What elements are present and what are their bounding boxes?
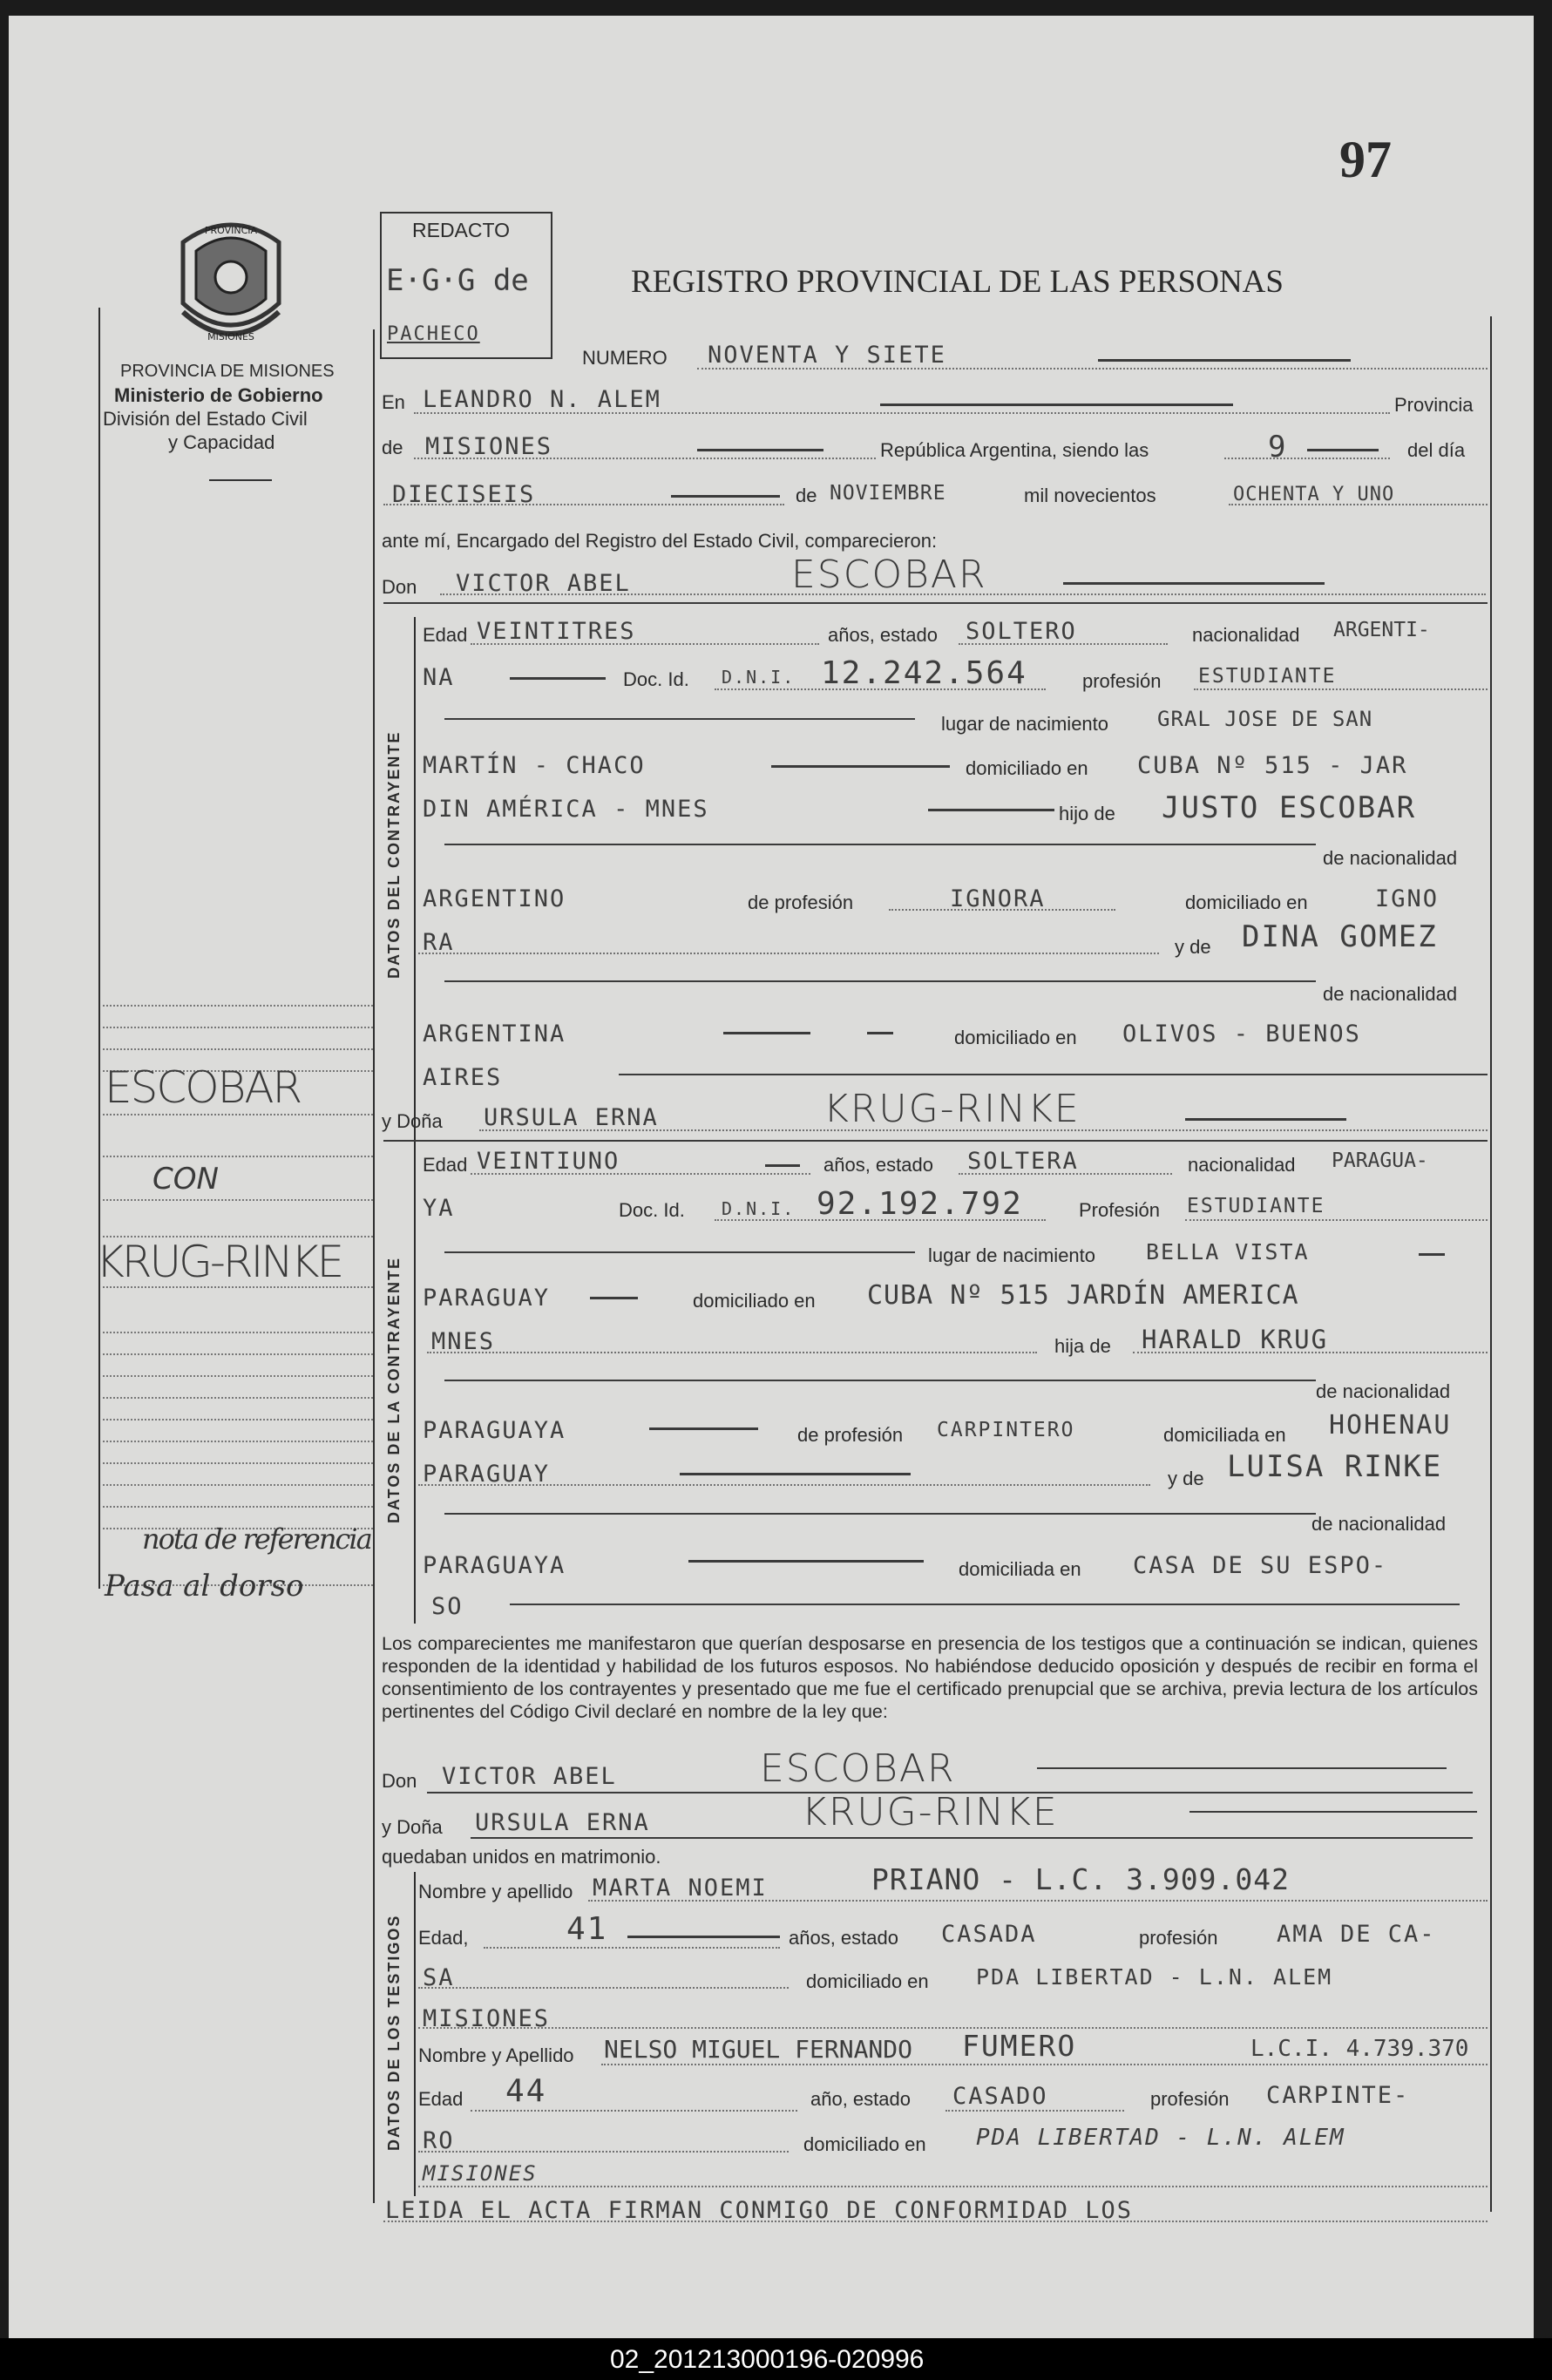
bride-mother-nationality: PARAGUAYA bbox=[423, 1552, 566, 1579]
bride-age: VEINTIUNO bbox=[477, 1148, 620, 1175]
right-margin-line bbox=[1490, 316, 1492, 2212]
month-value: NOVIEMBRE bbox=[830, 482, 946, 505]
bride-birthplace-2: PARAGUAY bbox=[423, 1285, 551, 1312]
closing-text: LEIDA EL ACTA FIRMAN CONMIGO DE CONFORMIDAD LOS bbox=[385, 2197, 1134, 2224]
left-margin-line bbox=[98, 308, 100, 1589]
witness2-profession: CARPINTE- bbox=[1266, 2082, 1410, 2109]
bride-mother-address: CASA DE SU ESPO- bbox=[1133, 1552, 1388, 1579]
witness1-status: CASADA bbox=[941, 1921, 1037, 1948]
witness1-last: PRIANO - L.C. 3.909.042 bbox=[871, 1862, 1290, 1896]
page-number: 97 bbox=[1339, 131, 1392, 188]
witness2-status: CASADO bbox=[952, 2083, 1048, 2110]
en-label: En bbox=[382, 391, 405, 413]
bride-father-profession: CARPINTERO bbox=[937, 1419, 1075, 1441]
witness1-age: 41 bbox=[566, 1911, 608, 1947]
witness1-name: MARTA NOEMI bbox=[593, 1875, 768, 1902]
bride-doc-number: 92.192.792 bbox=[817, 1186, 1023, 1222]
hour-value: 9 bbox=[1268, 430, 1288, 464]
bride-father: HARALD KRUG bbox=[1142, 1325, 1329, 1354]
numero-value: NOVENTA Y SIETE bbox=[708, 342, 946, 369]
bride-nationality-1: PARAGUA- bbox=[1332, 1149, 1428, 1172]
groom-father-profession: IGNORA bbox=[950, 885, 1046, 912]
groom-doc-number: 12.242.564 bbox=[821, 655, 1027, 691]
bride-birthplace-1: BELLA VISTA bbox=[1146, 1239, 1310, 1265]
groom-nationality-1: ARGENTI- bbox=[1333, 619, 1430, 641]
ministry-label: Ministerio de Gobierno bbox=[114, 384, 323, 406]
column-divider-line bbox=[373, 329, 375, 2203]
locality-value: LEANDRO N. ALEM bbox=[423, 386, 661, 413]
witness1-profession: AMA DE CA- bbox=[1277, 1921, 1436, 1948]
witness2-address: PDA LIBERTAD - L.N. ALEM bbox=[976, 2125, 1345, 2151]
groom-first-name: VICTOR ABEL bbox=[456, 570, 631, 597]
bride-profession: ESTUDIANTE bbox=[1187, 1195, 1325, 1217]
matrimony-text: quedaban unidos en matrimonio. bbox=[382, 1846, 661, 1868]
witness2-name: NELSO MIGUEL FERNANDO bbox=[604, 2035, 913, 2064]
groom-doc-type: D.N.I. bbox=[722, 667, 796, 688]
groom-father: JUSTO ESCOBAR bbox=[1162, 790, 1417, 825]
groom-profession: ESTUDIANTE bbox=[1198, 665, 1337, 688]
province-label: PROVINCIA DE MISIONES bbox=[120, 362, 335, 381]
redacto-stamp: REDACTO E·G·G de PACHECO bbox=[380, 212, 552, 359]
groom-mother: DINA GOMEZ bbox=[1242, 919, 1438, 954]
groom-age: VEINTITRES bbox=[477, 618, 636, 645]
bride-first-name: URSULA ERNA bbox=[484, 1104, 659, 1131]
groom-mother-address: OLIVOS - BUENOS bbox=[1122, 1020, 1361, 1048]
ante-text: ante mí, Encargado del Registro del Estado Civil, comparecieron: bbox=[382, 530, 938, 552]
witness2-last: FUMERO bbox=[962, 2029, 1077, 2063]
consent-paragraph: Los comparecientes me manifestaron que querían desposarse en presencia de los testigos que a continuación se indican, quienes responden de la identidad y habilidad de los futuros esposos. No habiéndose deducido oposición y después de recibir en forma el consentimiento de los contrayentes y presentado que me fue el certificado prenupcial que se archiva, previa lectura de los artículos pertinentes del Código Civil declaré en nombre de la ley que: bbox=[382, 1633, 1478, 1722]
province-value: MISIONES bbox=[425, 433, 553, 460]
margin-note-2: Pasa al dorso bbox=[105, 1569, 304, 1604]
year-value: OCHENTA Y UNO bbox=[1233, 484, 1395, 505]
division-label: División del Estado Civil bbox=[103, 408, 308, 430]
bride-father-address: HOHENAU bbox=[1329, 1410, 1452, 1441]
groom-last-name: ESCOBAR bbox=[791, 553, 987, 597]
capacity-label: y Capacidad bbox=[168, 431, 275, 453]
register-page: 97 PROVINCIA MISIONES PROVINCIA DE MISIONES Ministerio de Gobierno División del Estado Civil y Capacidad REDACTO E·G·G de PACHECO REGISTRO PROVINCIAL DE LAS PERSONAS NUMERO NOVENTA Y SIETE En LEANDRO N. ALEM Provincia de MISIONES República Argentina, siendo las 9 del día DIECISEIS de NOVIEMBRE mil novecientos OCHENTA Y UNO ante mí, Encargado del Registro del Estado Civil, comparecieron: Don VICTOR ABEL ESCOBAR DATOS DEL CONTRAYENTE Edad VEINTITRES años, estado SOLTERO nacionalidad ARGENTI- NA Doc. Id. D.N.I. 12.242.564 profesión ESTUDIANTE lugar de nacimiento GRAL JOSE DE SAN MARTÍN - CHACO domiciliado en CUBA Nº 515 - JAR DIN AMÉRICA - MNES hijo de JUSTO ESCOBAR de nacionalidad ARGENTINO de profesión IGNORA domiciliado en IGNO RA y de DINA GOMEZ de nacionalidad ARGENTINA domiciliado en OLIVOS - BUENOS AIRES y Doña URSULA ERNA KRUG-RINKE DATOS DE LA CONTRAYENTE Edad VEINTIUNO años, estado SOLTERA nacionalidad PARAGUA- YA Doc. Id. D.N.I. 92.192.792 Profesión ESTUDIANTE lugar de nacimiento BELLA VISTA PARAGUAY domiciliado en CUBA Nº 515 JARDÍN AMERICA MNES hija de HARALD KRUG de nacionalidad PARAGUAYA de profesión CARPINTERO domiciliada en HOHENAU PARAGUAY y de LUISA RINKE de nacionalidad PARAGUAYA domiciliada en CASA DE SU ESPO- SO Los comparecientes me manifestaron que querían desposarse en presencia de los testigos que a continuación se indican, quienes responden de la identidad y habilidad de los futuros esposos. No habiéndose deducido oposición y después de recibir en forma el consentimiento de los contrayentes y presentado que me fue el certificado prenupcial que se archiva, previa lectura de los artículos pertinentes del Código Civil declaré en nombre de la ley que: Don VICTOR ABEL ESCOBAR y Doña URSULA ERNA KRUG-RINKE quedaban unidos en matrimonio. DATOS DE LOS TESTIGOS Nombre y apellido MARTA NOEMI PRIANO - L.C. 3.909.042 Edad, 41 años, estado CASADA profesión AMA DE CA- SA domiciliado en PDA LIBERTAD - L.N. ALEM MISIONES Nombre y Apellido NELSO MIGUEL FERNANDO FUMERO L.C.I. 4.739.370 Edad 44 año, estado CASADO profesión CARPINTE- RO domiciliado en PDA LIBERTAD - L.N. ALEM MISIONES LEIDA EL ACTA FIRMAN CONMIGO DE CONFORMIDAD LOS ESCOBAR CON KRUG-RINKE nota de referencia Pasa al dorso bbox=[9, 16, 1534, 2338]
bride-address-1: CUBA Nº 515 JARDÍN AMERICA bbox=[867, 1280, 1299, 1311]
header-divider bbox=[209, 479, 272, 481]
svg-text:MISIONES: MISIONES bbox=[207, 331, 254, 342]
groom-civil-status: SOLTERO bbox=[966, 618, 1077, 645]
margin-note-1: nota de referencia bbox=[142, 1522, 371, 1556]
groom-birthplace-1: GRAL JOSE DE SAN bbox=[1157, 707, 1373, 731]
numero-label: NUMERO bbox=[582, 347, 668, 369]
witness1-address: PDA LIBERTAD - L.N. ALEM bbox=[976, 1964, 1333, 1990]
bride-civil-status: SOLTERA bbox=[967, 1148, 1079, 1175]
groom-address-1: CUBA Nº 515 - JAR bbox=[1137, 752, 1408, 779]
margin-name-bride: KRUG-RINKE bbox=[96, 1237, 342, 1287]
witness2-age: 44 bbox=[505, 2073, 547, 2109]
svg-text:PROVINCIA: PROVINCIA bbox=[204, 225, 258, 236]
footer-id: 02_201213000196-020996 bbox=[610, 2345, 925, 2374]
bride-doc-type: D.N.I. bbox=[722, 1198, 796, 1219]
footer-bar bbox=[0, 2338, 1552, 2380]
margin-name-groom: ESCOBAR bbox=[105, 1062, 302, 1113]
testigos-side-label: DATOS DE LOS TESTIGOS bbox=[385, 1914, 403, 2151]
bride-mother: LUISA RINKE bbox=[1227, 1449, 1443, 1484]
witness2-doc: L.C.I. 4.739.370 bbox=[1250, 2036, 1469, 2062]
contrayente-f-side-label: DATOS DE LA CONTRAYENTE bbox=[385, 1256, 403, 1523]
day-value: DIECISEIS bbox=[392, 481, 536, 508]
margin-con: CON bbox=[152, 1162, 219, 1197]
groom-mother-nationality: ARGENTINA bbox=[423, 1020, 566, 1048]
coat-of-arms-seal bbox=[166, 207, 296, 356]
document-title: REGISTRO PROVINCIAL DE LAS PERSONAS bbox=[631, 264, 1284, 300]
groom-father-nationality: ARGENTINO bbox=[423, 885, 566, 912]
bride-father-nationality: PARAGUAYA bbox=[423, 1417, 566, 1444]
provincia-label: Provincia bbox=[1394, 394, 1474, 416]
bride-last-name: KRUG-RINKE bbox=[823, 1087, 1081, 1131]
contrayente-side-label: DATOS DEL CONTRAYENTE bbox=[385, 730, 403, 979]
